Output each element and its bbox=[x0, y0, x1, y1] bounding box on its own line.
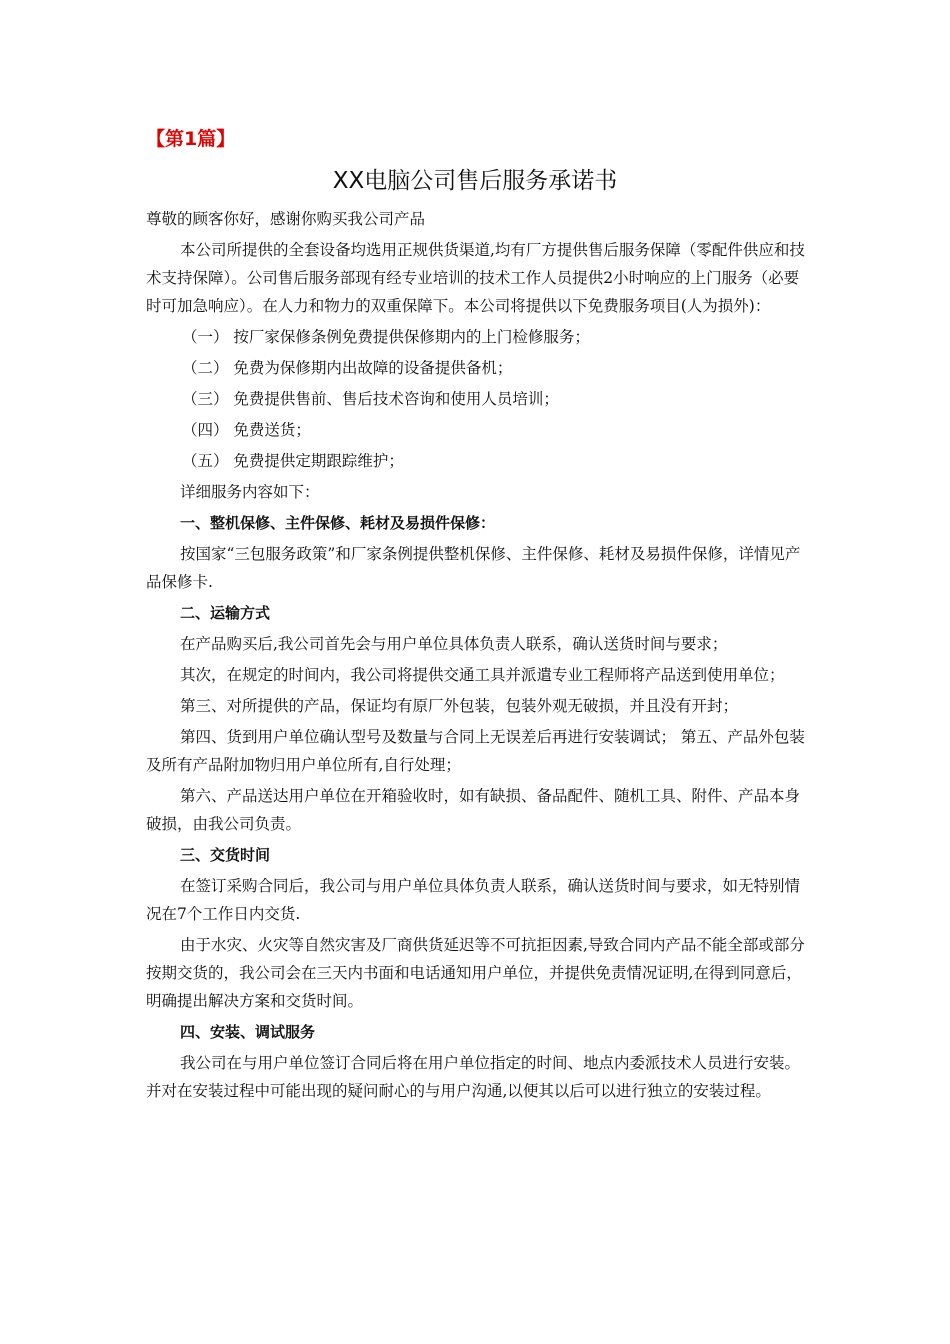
section-heading: 四、安装、调试服务 bbox=[180, 1023, 316, 1041]
section-paragraph: 第六、产品送达用户单位在开箱验收时，如有缺损、备品配件、随机工具、附件、产品本身破损，由我公司负责。 bbox=[146, 787, 801, 833]
section-paragraph: 在产品购买后,我公司首先会与用户单位具体负责人联系，确认送货时间与要求； bbox=[180, 635, 728, 653]
detail-intro: 详细服务内容如下： bbox=[180, 483, 320, 501]
greeting: 尊敬的顾客你好，感谢你购买我公司产品 bbox=[146, 210, 426, 228]
section-paragraph: 我公司在与用户单位签订合同后将在用户单位指定的时间、地点内委派技术人员进行安装。并对在安装过程中可能出现的疑问耐心的与用户沟通,以便其以后可以进行独立的安装过程。 bbox=[146, 1054, 801, 1100]
section-heading: 一、整机保修、主件保修、耗材及易损件保修： bbox=[180, 514, 496, 532]
document-title: XX电脑公司售后服务承诺书 bbox=[332, 168, 618, 194]
section-heading: 三、交货时间 bbox=[180, 846, 271, 864]
section-paragraph: 第四、货到用户单位确认型号及数量与合同上无误差后再进行安装调试； 第五、产品外包装及所有产品附加物归用户单位所有,自行处理； bbox=[146, 728, 805, 774]
free-item: （二） 免费为保修期内出故障的设备提供备机； bbox=[182, 359, 513, 377]
free-item: （三） 免费提供售前、售后技术咨询和使用人员培训； bbox=[182, 390, 559, 408]
free-item: （五） 免费提供定期跟踪维护； bbox=[182, 452, 404, 470]
intro-paragraph: 本公司所提供的全套设备均选用正规供货渠道,均有厂方提供售后服务保障（零配件供应和技术支持保障）。公司售后服务部现有经专业培训的技术工作人员提供2小时响应的上门服务（必要时可加急响应）。在人力和物力的双重保障下。本公司将提供以下免费服务项目(人为损外)： bbox=[146, 241, 805, 315]
section-paragraph: 其次，在规定的时间内，我公司将提供交通工具并派遣专业工程师将产品送到使用单位； bbox=[180, 666, 785, 684]
article-label: 【第1篇】 bbox=[146, 128, 236, 150]
free-item: （四） 免费送货； bbox=[182, 421, 311, 439]
section-paragraph: 第三、对所提供的产品，保证均有原厂外包装，包装外观无破损，并且没有开封； bbox=[180, 697, 739, 715]
section-paragraph: 由于水灾、火灾等自然灾害及厂商供货延迟等不可抗拒因素,导致合同内产品不能全部或部分按期交货的，我公司会在三天内书面和电话通知用户单位，并提供免责情况证明,在得到同意后，明确提出解决方案和交货时间。 bbox=[146, 936, 805, 1010]
section-paragraph: 按国家“三包服务政策”和厂家条例提供整机保修、主件保修、耗材及易损件保修，详情见产品保修卡. bbox=[146, 545, 801, 591]
document-body bbox=[146, 205, 808, 1108]
section-heading: 二、运输方式 bbox=[180, 604, 271, 622]
section-paragraph: 在签订采购合同后，我公司与用户单位具体负责人联系，确认送货时间与要求，如无特别情况在7个工作日内交货. bbox=[146, 877, 801, 923]
free-item: （一） 按厂家保修条例免费提供保修期内的上门检修服务； bbox=[182, 328, 590, 346]
